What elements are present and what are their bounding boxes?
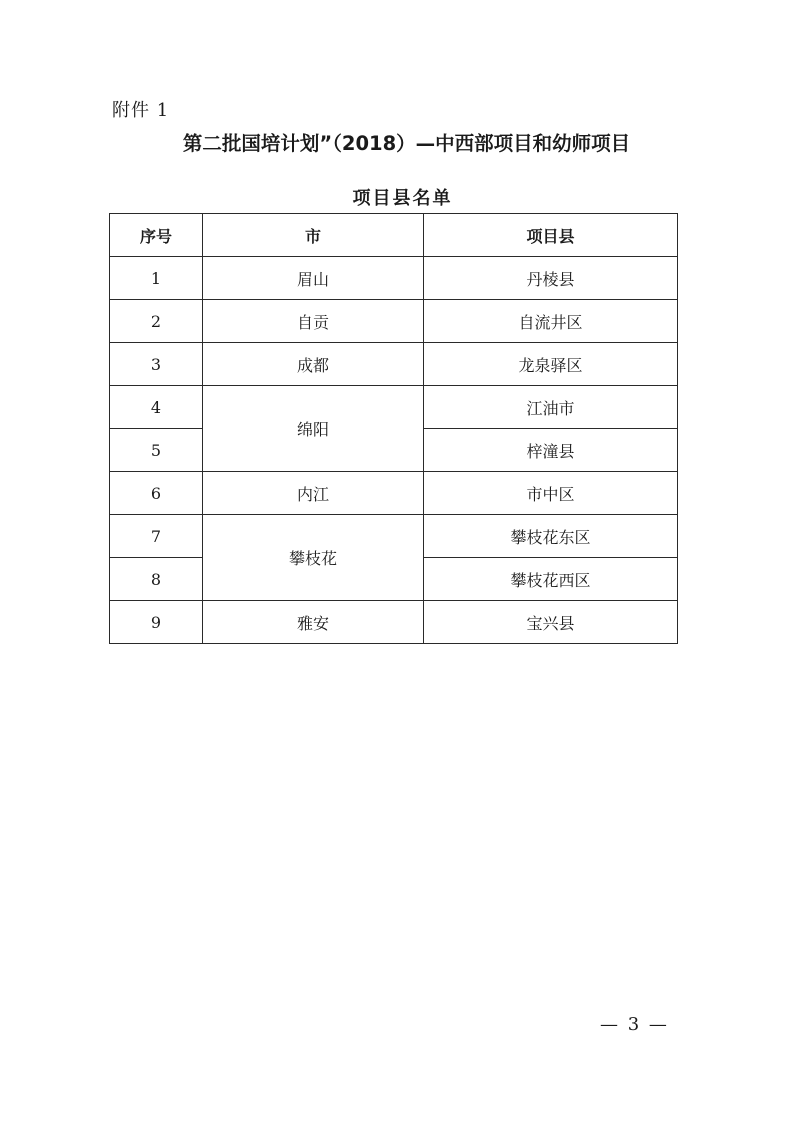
county-cell: 江油市	[424, 386, 678, 429]
county-cell: 市中区	[424, 472, 678, 515]
document-title: 第二批国培计划”（2018）—中西部项目和幼师项目	[182, 132, 631, 155]
city-cell: 成都	[203, 343, 424, 386]
table-row	[110, 300, 678, 343]
table-row	[110, 386, 678, 429]
serial-number-cell: 8	[110, 558, 203, 601]
county-cell: 攀枝花西区	[424, 558, 678, 601]
county-cell: 丹棱县	[424, 257, 678, 300]
serial-number-cell: 9	[110, 601, 203, 644]
city-cell-merged: 攀枝花	[203, 515, 424, 601]
county-cell: 自流井区	[424, 300, 678, 343]
county-list-table	[109, 213, 678, 644]
table-row	[110, 515, 678, 558]
table-title: 项目县名单	[352, 188, 453, 209]
header-serial-number: 序号	[110, 214, 203, 257]
serial-number-cell: 3	[110, 343, 203, 386]
serial-number-cell: 1	[110, 257, 203, 300]
city-cell: 自贡	[203, 300, 424, 343]
serial-number-cell: 4	[110, 386, 203, 429]
table-row	[110, 343, 678, 386]
table-row	[110, 601, 678, 644]
header-project-county: 项目县	[424, 214, 678, 257]
county-cell: 攀枝花东区	[424, 515, 678, 558]
attachment-label: 附件 1	[112, 100, 170, 121]
serial-number-cell: 7	[110, 515, 203, 558]
header-city: 市	[203, 214, 424, 257]
city-cell: 雅安	[203, 601, 424, 644]
city-cell: 内江	[203, 472, 424, 515]
page-number: — 3 —	[600, 1014, 669, 1035]
county-cell: 宝兴县	[424, 601, 678, 644]
city-cell: 眉山	[203, 257, 424, 300]
serial-number-cell: 2	[110, 300, 203, 343]
county-cell: 龙泉驿区	[424, 343, 678, 386]
table-row	[110, 257, 678, 300]
city-cell-merged: 绵阳	[203, 386, 424, 472]
county-cell: 梓潼县	[424, 429, 678, 472]
table-row	[110, 472, 678, 515]
serial-number-cell: 5	[110, 429, 203, 472]
serial-number-cell: 6	[110, 472, 203, 515]
table-header-row	[110, 214, 678, 257]
